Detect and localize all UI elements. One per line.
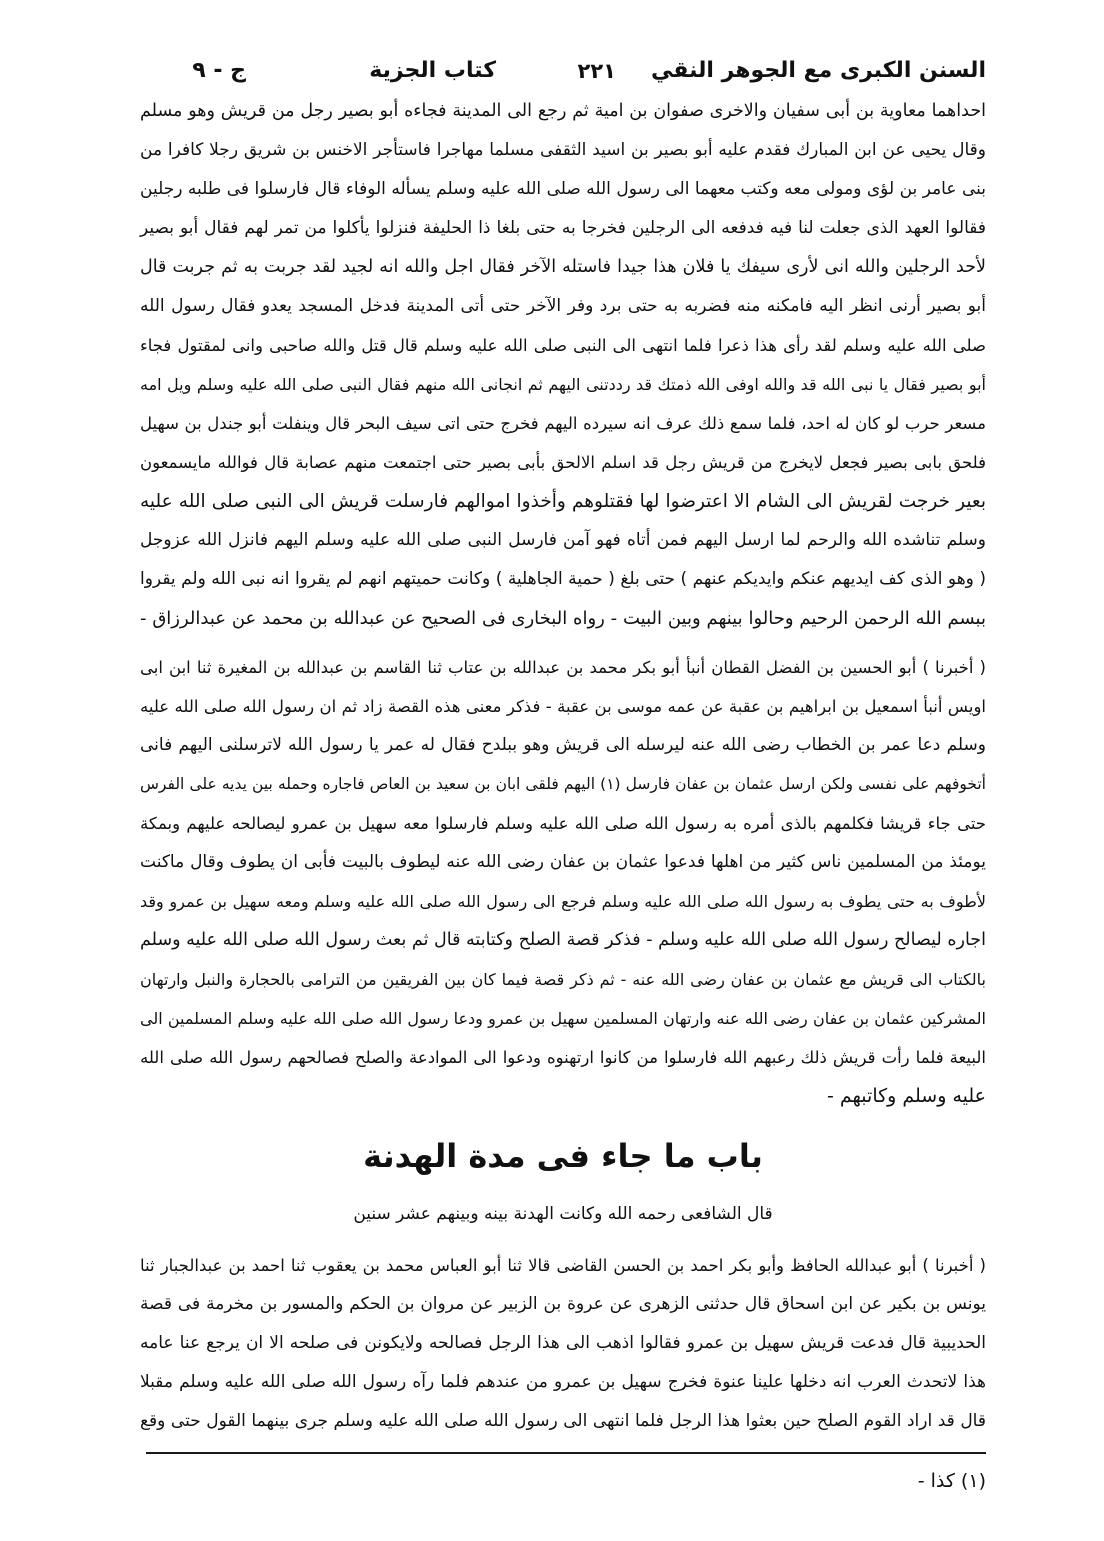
text-line: حتى جاء قريشا فكلمهم بالذى أمره به رسول الله صلى الله عليه وسلم فارسلوا معه سهيل بن عمرو ليصالحه عليهم وبمكة	[140, 814, 986, 833]
footnote-separator	[146, 1452, 986, 1454]
text-block	[140, 648, 986, 1116]
text-line: فلحق بابى بصير فجعل لايخرج من قريش رجل قد اسلم الالحق بأبى بصير حتى اجتمعت منهم عصابة قال فوالله مايسمعون	[140, 453, 986, 472]
text-line: يومئذ من المسلمين ناس كثير من اهلها فدعوا عثمان بن عفان رضى الله عنه ليطوف بالبيت فأبى ان يطوف وقال ماكنت	[140, 852, 986, 872]
text-line: ( أخبرنا ) أبو الحسين بن الفضل القطان أنبأ أبو بكر محمد بن عبدالله بن عتاب ثنا القاسم بن عبدالله بن المغيرة ثنا ابن ابى	[140, 658, 986, 677]
text-line: وسلم تناشده الله والرحم لما ارسل اليهم فمن أتاه فهو آمن فارسل النبى صلى الله عليه وسلم اليهم فانزل الله عزوجل	[140, 530, 986, 550]
page-number: ٢٢١	[577, 59, 616, 83]
text-line: بالكتاب الى قريش مع عثمان بن عفان رضى الله عنه - ثم ذكر قصة فيما كان بين الفريقين من الترامى بالحجارة والنبل وارتهان	[140, 970, 986, 989]
text-line: عليه وسلم وكاتبهم -	[827, 1085, 986, 1107]
text-line: قال قد اراد القوم الصلح حين بعثوا هذا الرجل فلما انتهى الى رسول الله صلى الله عليه وسلم جرى بينهما القول حتى وقع	[140, 1411, 986, 1431]
section-title: كتاب الجزية	[369, 58, 496, 83]
text-line: صلى الله عليه وسلم لقد رأى هذا ذعرا فلما انتهى الى النبى صلى الله عليه وسلم قال قتل والله صاحبى وانى لمقتول فجاء	[140, 336, 986, 355]
text-line: أبو بصير فقال يا نبى الله قد والله اوفى الله ذمتك قد رددتنى اليهم ثم انجانى الله منهم فقال النبى صلى الله عليه وسلم ويل امه	[140, 375, 986, 394]
text-line: المشركين عثمان بن عفان رضى الله عنه وارتهان المسلمين سهيل بن عمرو ودعا رسول الله صلى الله عليه وسلم المسلمين الى	[140, 1009, 986, 1028]
text-line: الحديبية قال فدعت قريش سهيل بن عمرو فقالوا اذهب الى هذا الرجل فصالحه ولايكونن فى صلحه الا ان يرجع عنا عامه	[140, 1333, 986, 1353]
text-block	[140, 92, 986, 638]
text-line: لأحد الرجلين والله انى لأرى سيفك يا فلان هذا جيدا فاستله الآخر فقال اجل والله انه لجيد لقد جربت به ثم جربت قال	[140, 257, 986, 277]
text-line: احداهما معاوية بن أبى سفيان والاخرى صفوان بن امية ثم رجع الى المدينة فجاءه أبو بصير رجل من قريش وهو مسلم	[140, 101, 986, 121]
text-line: يونس بن بكير عن ابن اسحاق قال حدثنى الزهرى عن عروة بن الزبير عن مروان بن الحكم والمسور بن مخرمة فى قصة	[140, 1294, 986, 1314]
chapter-subheading: قال الشافعى رحمه الله وكانت الهدنة بينه وبينهم عشر سنين	[353, 1204, 773, 1224]
text-line: ( أخبرنا ) أبو عبدالله الحافظ وأبو بكر احمد بن الحسن القاضى قالا ثنا أبو العباس محمد بن يعقوب ثنا احمد بن عبدالجبار ثنا	[140, 1256, 986, 1275]
text-line: لأطوف به حتى يطوف به رسول الله صلى الله عليه وسلم فرجع الى رسول الله صلى الله عليه وسلم ومعه سهيل بن عمرو وقد	[140, 892, 986, 911]
text-line: أتخوفهم على نفسى ولكن ارسل عثمان بن عفان فارسل (١) اليهم فلقى ابان بن سعيد بن العاص فاجاره وحمله بين يديه على الفرس	[140, 775, 986, 793]
running-title: السنن الكبرى مع الجوهر النقي	[651, 58, 986, 83]
text-line: هذا لاتحدث العرب انه دخلها علينا عنوة فخرج سهيل بن عمرو من عندهم فلما رآه رسول الله صلى الله عليه وسلم مقبلا	[140, 1372, 986, 1392]
running-header	[140, 50, 986, 92]
text-line: وسلم دعا عمر بن الخطاب رضى الله عنه ليرسله الى قريش وهو ببلدح فقال له عمر يا رسول الله لاترسلنى اليهم فانى	[140, 735, 986, 755]
text-line: اجاره ليصالح رسول الله صلى الله عليه وسلم - فذكر قصة الصلح وكتابته قال ثم بعث رسول الله صلى الله عليه وسلم	[140, 930, 986, 950]
text-line: وقال يحيى عن ابن المبارك فقدم عليه أبو بصير بن اسيد الثقفى مسلما مهاجرا فاستأجر الاخنس بن شريق رجلا كافرا من	[140, 140, 986, 160]
text-line: فقالوا العهد الذى جعلت لنا فيه فدفعه الى الرجلين فخرجا به حتى بلغا ذا الحليفة فنزلوا يأكلوا من تمر لهم فقال أبو بصير	[140, 218, 986, 238]
text-line: ببسم الله الرحمن الرحيم وحالوا بينهم وبين البيت - رواه البخارى فى الصحيح عن عبدالله بن محمد عن عبدالرزاق -	[140, 608, 986, 629]
volume-number: ج - ٩	[192, 58, 246, 83]
text-line: بنى عامر بن لؤى ومولى معه وكتب معهما الى رسول الله صلى الله عليه وسلم يسأله الوفاء قال فارسلوا فى طلبه رجلين	[140, 179, 986, 199]
text-block	[140, 1246, 986, 1441]
text-line: مسعر حرب لو كان له احد، فلما سمع ذلك عرف انه سيرده اليهم فخرج حتى اتى سيف البحر قال وينفلت أبو جندل بن سهيل	[140, 414, 986, 433]
text-line: بعير خرجت لقريش الى الشام الا اعترضوا لها فقتلوهم وأخذوا اموالهم فارسلت قريش الى النبى صلى الله عليه	[140, 491, 986, 512]
chapter-heading: باب ما جاء فى مدة الهدنة	[363, 1137, 763, 1175]
footnote: (١) كذا -	[917, 1470, 986, 1492]
text-line: اويس أنبأ اسمعيل بن ابراهيم بن عقبة عن عمه موسى بن عقبة - فذكر معنى هذه القصة زاد ثم ان رسول الله صلى الله عليه	[140, 697, 986, 716]
text-line: ( وهو الذى كف ايديهم عنكم وايديكم عنهم ) حتى بلغ ( حمية الجاهلية ) وكانت حميتهم انهم لم يقروا انه نبى الله ولم يقروا	[140, 569, 986, 589]
text-line: أبو بصير أرنى انظر اليه فامكنه منه فضربه به حتى برد وفر الآخر حتى أتى المدينة فدخل المسجد يعدو فقال رسول الله	[140, 296, 986, 316]
text-line: البيعة فلما رأت قريش ذلك رعبهم الله فارسلوا من كانوا ارتهنوه ودعوا الى الموادعة والصلح فصالحهم رسول الله صلى الله	[140, 1048, 986, 1067]
